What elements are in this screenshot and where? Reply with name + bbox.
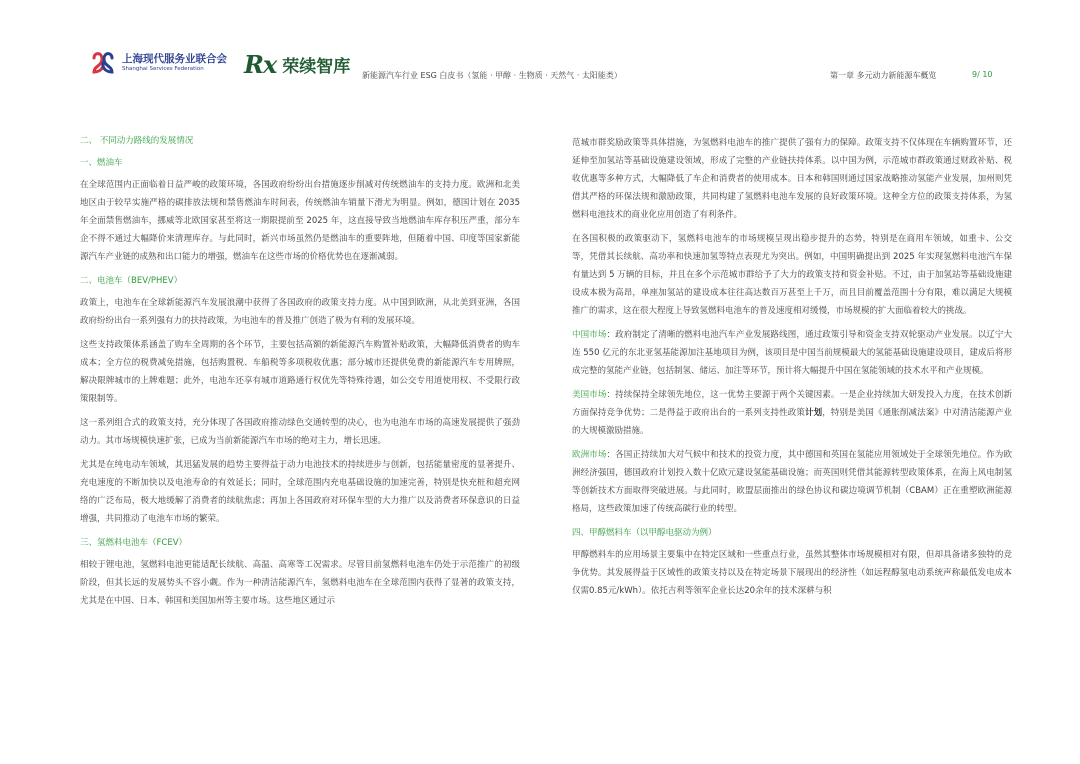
paragraph: 这些支持政策体系涵盖了购车全周期的各个环节，主要包括高额的新能源汽车购置补贴政策，大幅降低消费者的购车成本；全方位的税费减免措施，包括购置税、车船税等多项税收优惠；部分城市还提供免费的新能源汽车专用牌照，解决限牌城市的上牌难题；此外，电池车还享有城市道路通行权优先等特殊待遇，如公交专用道使用权、不受限行政策限制等。 — [80, 340, 520, 404]
us-market-label: 美国市场 — [572, 390, 607, 400]
subheading-fuel-vehicle: 一、燃油车 — [80, 158, 123, 168]
subheading-battery-vehicle: 二、电池车（BEV/PHEV） — [80, 276, 183, 286]
section-heading: 二、 不同动力路线的发展情况 — [80, 136, 194, 146]
org1-name-en: Shanghai Services Federation — [122, 66, 204, 72]
chapter-title: 第一章 多元动力新能源车概览 — [830, 71, 937, 80]
paragraph: 这一系列组合式的政策支持，充分体现了各国政府推动绿色交通转型的决心，也为电池车市场的高速发展提供了强劲动力。其市场规模快速扩张，已成为当前新能源汽车市场的绝对主力，增长迅速。 — [80, 418, 520, 446]
page-header — [0, 0, 1080, 110]
paragraph-us-market — [572, 386, 1012, 440]
paragraph: 在全球范围内正面临着日益严峻的政策环境，各国政府纷纷出台措施逐步削减对传统燃油车的支持力度。欧洲和北美地区由于较早实施严格的碳排放法规和禁售燃油车时间表，传统燃油车销量下滑尤为明显。例如，德国计划在 2035 年全面禁售燃油车，挪威等北欧国家甚至将这一期限提前至 2025 年，这直接导致当地燃油车库存积压严重，部分车企不得不通过大幅降价来清理库存。与此同时，新兴市场虽然仍是燃油车的重要阵地，但随着中国、印度等国家新能源汽车产业链的成熟和出口能力的增强，燃油车在这些市场的价格优势也在逐渐减弱。 — [80, 180, 520, 262]
paragraph-europe-market — [572, 446, 1012, 518]
subheading-methanol-vehicle: 四、甲醇燃料车（以甲醇电驱动为例） — [572, 528, 717, 538]
org2-name: 荣续智库 — [282, 57, 351, 77]
china-market-text: ：政府制定了清晰的燃料电池汽车产业发展路线图，通过政策引导和资金支持双轮驱动产业发展。以辽宁大连 550 亿元的东北亚氢基能源加注基地项目为例，该项目是中国当前规模最大的氢能基础设施建设项目，建成后将形成完整的氢能产业链，包括制氢、储运、加注等环节，预计将大幅提升中国在氢能领域的技术水平和产业规模。 — [572, 330, 1012, 376]
paragraph: 在各国积极的政策驱动下，氢燃料电池车的市场规模呈现出稳步提升的态势，特别是在商用车领域，如重卡、公交等，凭借其长续航、高功率和快速加氢等特点表现尤为突出。例如，中国明确提出到 2025 年实现氢燃料电池汽车保有量达到 5 万辆的目标，并且在多个示范城市群给予了大力的政策支持和资金补贴。不过，由于加氢站等基础设施建设成本极为高昂，单座加氢站的建设成本往往高达数百万甚至上千万，而且目前覆盖范围十分有限，难以满足大规模推广的需求，这在很大程度上导致氢燃料电池车的普及速度相对缓慢，市场规模的扩大面临着较大的挑战。 — [572, 234, 1012, 316]
right-column — [572, 134, 1012, 606]
paragraph: 范城市群奖励政策等具体措施，为氢燃料电池车的推广提供了强有力的保障。政策支持不仅体现在车辆购置环节，还延伸至加氢站等基础设施建设领域，形成了完整的产业链扶持体系。以中国为例，示范城市群政策通过财政补贴、税收优惠等多种方式，大幅降低了车企和消费者的使用成本。日本和韩国则通过国家战略推动氢能产业发展，加州则凭借其严格的环保法规和激励政策，共同构建了氢燃料电池车发展的良好政策环境。这种全方位的政策支持体系，为氢燃料电池技术的商业化应用创造了有利条件。 — [572, 138, 1012, 220]
left-column — [80, 132, 520, 616]
us-market-emphasis: 计划 — [805, 408, 823, 418]
org1-name-cn: 上海现代服务业联合会 — [122, 52, 227, 65]
federation-emblem-icon — [90, 50, 116, 76]
europe-market-text: ：各国正持续加大对气候中和技术的投资力度，其中德国和英国在氢能应用领域处于全球领先地位。作为欧洲经济强国，德国政府计划投入数十亿欧元建设氢能基础设施；而英国则凭借其能源转型政策体系，在海上风电制氢等创新技术方面取得突破进展。与此同时，欧盟层面推出的绿色协议和碳边境调节机制（CBAM）正在重塑欧洲能源格局，这些政策加速了传统高碳行业的转型。 — [572, 450, 1012, 514]
us-market-text-cont: ，特别是美国《通胀削减法案》中对清洁能源产业的大规模激励措施。 — [572, 408, 1012, 436]
paragraph: 甲醇燃料车的应用场景主要集中在特定区域和一些重点行业，虽然其整体市场规模相对有限，但却具备诸多独特的竞争优势。其发展得益于区域性的政策支持以及在特定场景下展现出的经济性（如远程醇氢电动系统声称最低发电成本仅需0.85元/kWh）。依托吉利等领军企业长达20余年的技术深耕与积 — [572, 550, 1012, 596]
paragraph: 政策上，电池车在全球新能源汽车发展浪潮中获得了各国政府的政策支持力度。从中国到欧洲，从北美到亚洲，各国政府纷纷出台一系列强有力的扶持政策，为电池车的普及推广创造了极为有利的发展环境。 — [80, 298, 520, 326]
page-number: 9/ 10 — [972, 70, 993, 79]
document-title: 新能源汽车行业 ESG 白皮书（氢能 · 甲醇 · 生物质 · 天然气 · 太阳能类） — [362, 71, 622, 80]
paragraph-china-market — [572, 326, 1012, 380]
rongxu-think-tank-logo — [244, 50, 350, 79]
shanghai-services-federation-logo — [90, 50, 227, 76]
paragraph: 相较于锂电池，氢燃料电池更能适配长续航、高温、高寒等工况需求。尽管目前氢燃料电池车仍处于示范推广的初级阶段，但其长远的发展势头不容小觑。作为一种清洁能源汽车，氢燃料电池车在全球范围内获得了显著的政策支持，尤其是在中国、日本、韩国和美国加州等主要市场。这些地区通过示 — [80, 560, 520, 606]
subheading-fuel-cell-vehicle: 三、氢燃料电池车（FCEV） — [80, 538, 188, 548]
europe-market-label: 欧洲市场 — [572, 450, 607, 460]
paragraph: 尤其是在纯电动车领域，其迅猛发展的趋势主要得益于动力电池技术的持续进步与创新，包括能量密度的显著提升、充电速度的不断加快以及电池寿命的有效延长；同时，全球范围内充电基础设施的加速完善，特别是快充桩和超充网络的广泛布局，极大地缓解了消费者的续航焦虑；再加上各国政府对环保车型的大力推广以及消费者环保意识的日益增强，共同推动了电池车市场的繁荣。 — [80, 460, 520, 524]
china-market-label: 中国市场 — [572, 330, 607, 340]
rx-mark: Rx — [244, 50, 277, 79]
us-market-text: ：持续保持全球领先地位，这一优势主要源于两个关键因素。一是企业持续加大研发投入力度，在技术创新方面保持竞争优势；二是得益于政府出台的一系列支持性政策 — [572, 390, 1012, 418]
